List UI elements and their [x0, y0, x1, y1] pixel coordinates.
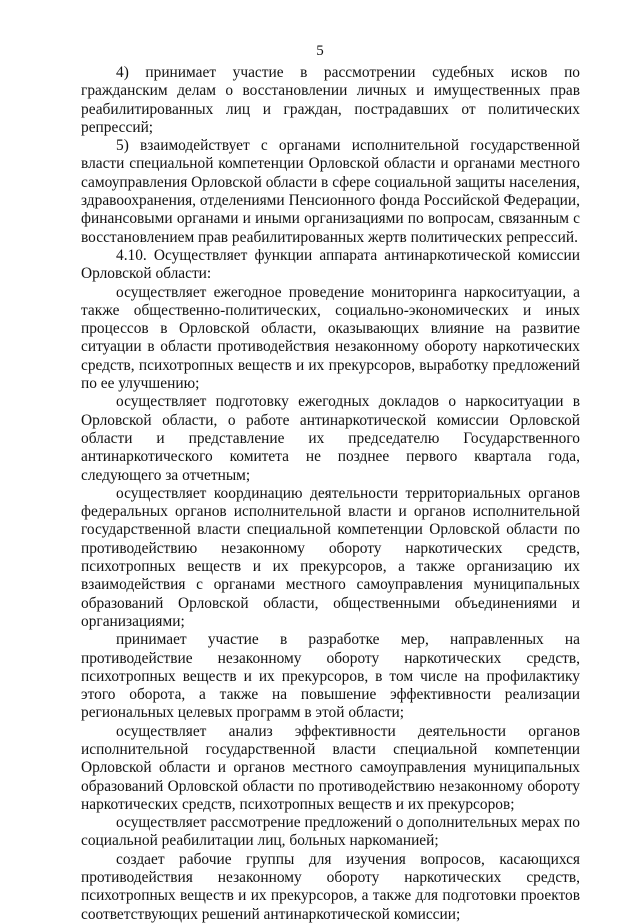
list-item-working-groups: создает рабочие группы для изучения вопросов, касающихся противодействия незаконному обороту наркотических средств, психотропных веществ и их прекурсоров, а также для подготовки проектов соответствующих решений антинаркотической комиссии;: [81, 850, 580, 923]
list-item-rehabilitation: осуществляет рассмотрение предложений о дополнительных мерах по социальной реабилитации лиц, больных наркоманией;: [81, 814, 580, 850]
list-item-monitoring: осуществляет ежегодное проведение мониторинга наркоситуации, а также общественно-политических, социально-экономических и иных процессов в Орловской области, оказывающих влияние на развитие ситуации в области противодействия незаконному обороту наркотических средств, психотропных веществ и их прекурсоров, выработку предложений по ее улучшению;: [81, 283, 580, 393]
document-body: [81, 64, 580, 924]
list-item-measures: принимает участие в разработке мер, направленных на противодействие незаконному обороту наркотических средств, психотропных веществ и их прекурсоров, в том числе на профилактику этого оборота, а также на повышение эффективности реализации региональных целевых программ в этой области;: [81, 631, 580, 722]
paragraph-5: 5) взаимодействует с органами исполнительной государственной власти специальной компетенции Орловской области и органами местного самоуправления Орловской области в сфере социальной защиты населения, здравоохранения, отделениями Пенсионного фонда Российской Федерации, финансовыми органами и иными организациями по вопросам, связанным с восстановлением прав реабилитированных жертв политических репрессий.: [81, 137, 580, 246]
list-item-analysis: осуществляет анализ эффективности деятельности органов исполнительной государственной власти специальной компетенции Орловской области и органов местного самоуправления муниципальных образований Орловской области по противодействию незаконному обороту наркотических средств, психотропных веществ и их прекурсоров;: [81, 722, 580, 813]
list-item-reports: осуществляет подготовку ежегодных докладов о наркоситуации в Орловской области, о работе антинаркотической комиссии Орловской области и представление их председателю Государственного антинаркотического комитета не позднее первого квартала года, следующего за отчетным;: [81, 393, 580, 484]
paragraph-4: 4) принимает участие в рассмотрении судебных исков по гражданским делам о восстановлении личных и имущественных прав реабилитированных лиц и граждан, пострадавших от политических репрессий;: [81, 64, 580, 136]
section-4-10-heading: 4.10. Осуществляет функции аппарата антинаркотической комиссии Орловской области:: [81, 246, 580, 283]
page-number: 5: [316, 43, 324, 59]
list-item-coordination: осуществляет координацию деятельности территориальных органов федеральных органов исполнительной власти и органов исполнительной государственной власти специальной компетенции Орловской области по противодействию незаконному обороту наркотических средств, психотропных веществ и их прекурсоров, а также организацию их взаимодействия с органами местного самоуправления муниципальных образований Орловской области, общественными объединениями и организациями;: [81, 484, 580, 630]
